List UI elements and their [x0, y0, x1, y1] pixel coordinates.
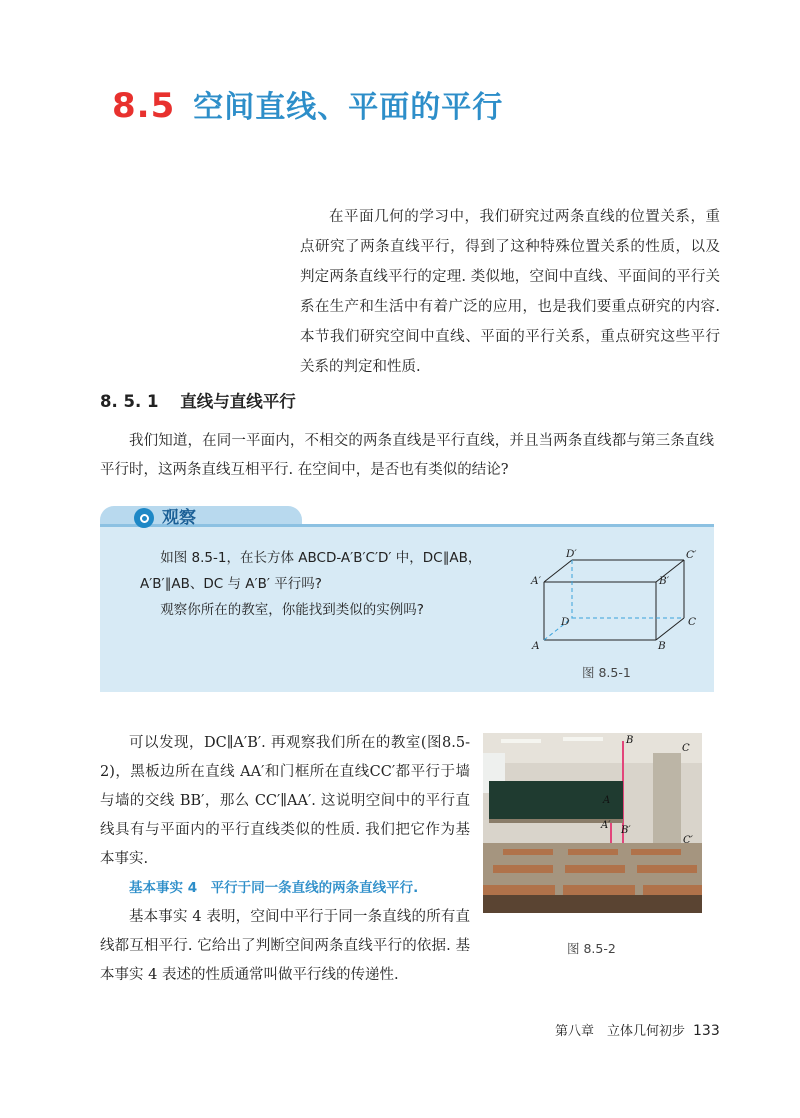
label-D1: D′ — [566, 548, 577, 560]
label-A1: A′ — [531, 575, 541, 587]
paragraph-3-text: 基本事实 4 表明，空间中平行于同一条直线的所有直线都互相平行. 它给出了判断空间两条直线平行的依据. 基本事实 4 表述的性质通常叫做平行线的传递性. — [100, 909, 470, 983]
subsection-title: 直线与直线平行 — [180, 392, 296, 411]
photo-label-C: C — [682, 743, 690, 754]
photo-label-A: A — [603, 795, 611, 806]
observe-line-3: 观察你所在的教室，你能找到类似的实例吗? — [160, 602, 424, 618]
observe-line-2: A′B′∥AB、DC 与 A′B′ 平行吗? — [140, 576, 322, 592]
label-B: B — [658, 640, 666, 652]
paragraph-2-text: 可以发现，DC∥A′B′. 再观察我们所在的教室(图8.5-2)，黑板边所在直线 AA′和门框所在直线CC′都平行于墙与墙的交线 BB′，那么 CC′∥AA′. 这说明空间中的平行直线具有与平面内的平行直线类似的性质. 我们把它作为基本事实. — [100, 735, 470, 867]
photo-label-B1: B′ — [621, 825, 631, 836]
photo-label-B: B — [626, 735, 634, 746]
observe-text — [140, 545, 540, 623]
observe-label: 观察 — [162, 508, 196, 528]
section-title: 空间直线、平面的平行 — [193, 90, 504, 125]
photo-label-A1: A′ — [601, 820, 611, 831]
classroom-photo — [483, 733, 702, 913]
label-A: A — [532, 640, 540, 652]
page-title — [112, 82, 503, 132]
intro-paragraph: 在平面几何的学习中，我们研究过两条直线的位置关系，重点研究了两条直线平行，得到了这种特殊位置关系的性质，以及判定两条直线平行的定理. 类似地，空间中直线、平面间的平行关系在生产和生活中有着广泛的应用，也是我们要重点研究的内容. 本节我们研究空间中直线、平面的平行关系，重点研究这些平行关系的判定和性质. — [300, 209, 720, 375]
paragraph-1: 我们知道，在同一平面内，不相交的两条直线是平行直线，并且当两条直线都与第三条直线平行时，这两条直线互相平行. 在空间中，是否也有类似的结论? — [100, 433, 714, 478]
label-B1: B′ — [659, 575, 670, 587]
cuboid-figure — [530, 548, 710, 652]
subsection-heading — [100, 388, 296, 412]
basic-fact-4: 基本事实 4 平行于同一条直线的两条直线平行. — [129, 880, 419, 896]
page-number: 133 — [693, 1023, 720, 1039]
chapter-name: 第八章 立体几何初步 — [555, 1024, 686, 1039]
observe-line-1: 如图 8.5-1，在长方体 ABCD-A′B′C′D′ 中，DC∥AB， — [160, 550, 482, 566]
figure-1-caption: 图 8.5-1 — [582, 665, 631, 680]
page-footer — [555, 1020, 720, 1039]
figure-2-caption: 图 8.5-2 — [567, 941, 616, 956]
target-icon — [134, 508, 154, 528]
paragraph-2 — [100, 729, 470, 990]
label-C1: C′ — [686, 549, 697, 561]
subsection-number: 8. 5. 1 — [100, 392, 159, 411]
section-number: 8.5 — [112, 86, 176, 126]
photo-label-C1: C′ — [683, 835, 693, 846]
label-C: C — [688, 616, 697, 628]
label-D: D — [561, 616, 570, 628]
